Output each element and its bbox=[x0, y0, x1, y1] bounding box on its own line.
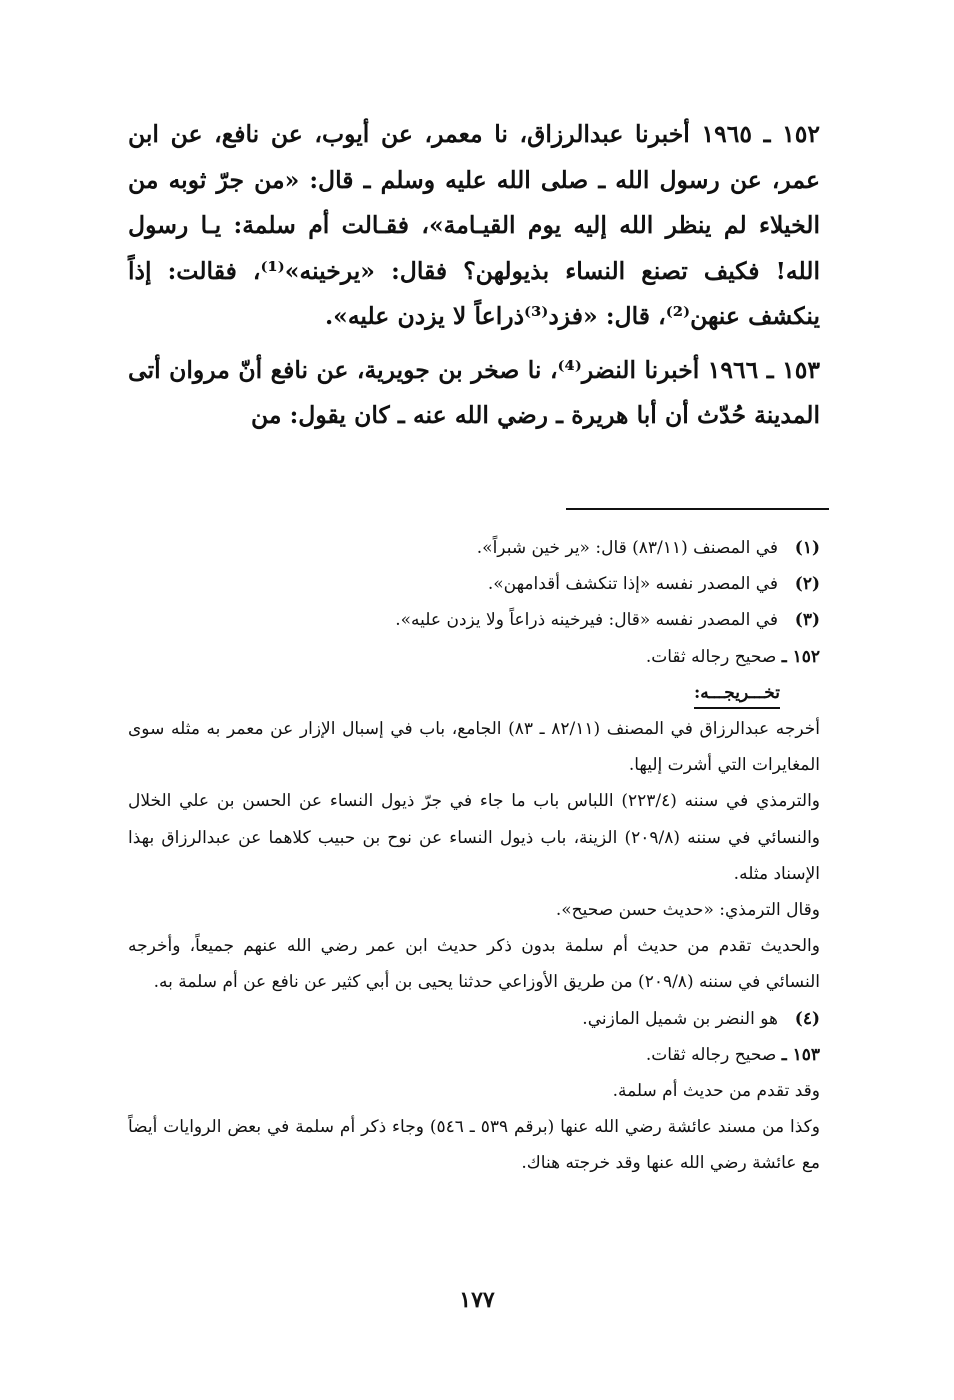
grading-153-ref: ١٥٣ ـ bbox=[781, 1044, 820, 1065]
grading-153-text: صحيح رجاله ثقات. bbox=[645, 1044, 777, 1065]
takhrij-paragraph-4: والحديث تقدم من حديث أم سلمة بدون ذكر حديث ابن عمر رضي الله عنهم جميعاً، وأخرجه النسائي في سننه (٢٠٩/٨) من طريق الأوزاعي حدثنا يحيى بن أبي كثير عن نافع عن أم سلمة به. bbox=[128, 936, 820, 993]
hadith-152: ١٥٢ ـ ١٩٦٥ أخبرنا عبدالرزاق، نا معمر، عن أيوب، عن نافع، عن ابن عمر، عن رسول الله ـ صلى الله عليه وسلم ـ قال: «من جرّ ثوبه من الخيلاء لم ينظر الله إليه يوم القيـامة»، فقـالت أم سلمة: يـا رسول الله! فكيف تصنع النساء بذيولهن؟ فقال: «يرخينه»⁽¹⁾، فقالت: إذاً ينكشف عنهن⁽²⁾، قال: «فزد⁽³⁾ذراعاً لا يزدن عليه». bbox=[128, 120, 821, 330]
footnote-4-marker: (٤) bbox=[794, 1008, 820, 1029]
footnote-separator bbox=[566, 508, 829, 510]
grading-152-text: صحيح رجاله ثقات. bbox=[645, 646, 777, 667]
page-number: ١٧٧ bbox=[459, 1287, 495, 1313]
takhrij-paragraph-1: أخرجه عبدالرزاق في المصنف (٨٢/١١ ـ ٨٣) الجامع، باب في إسبال الإزار عن معمر به مثله سوى المغايرات التي أشرت إليها. bbox=[128, 719, 820, 776]
footnote-1 bbox=[128, 530, 820, 566]
footnote-2 bbox=[128, 566, 820, 602]
hadith-153: ١٥٣ ـ ١٩٦٦ أخبرنا النضر⁽⁴⁾، نا صخر بن جويرية، عن نافع أنّ مروان أتى المدينة حُدّث أن أبا هريرة ـ رضي الله عنه ـ كان يقول: من bbox=[128, 355, 820, 429]
footnote-2-text: في المصدر نفسه «إذا تنكشف أقدامهن». bbox=[487, 574, 778, 595]
note-153-line-2: وكذا من مسند عائشة رضي الله عنها (برقم ٥٣٩ ـ ٥٤٦) وجاء ذكر أم سلمة في بعض الروايات أيضاً مع عائشة رضي الله عنها وقد خرجته هناك. bbox=[128, 1117, 820, 1174]
grading-153 bbox=[128, 1037, 820, 1073]
footnotes bbox=[128, 530, 820, 1182]
footnote-2-marker: (٢) bbox=[794, 574, 820, 595]
grading-152-ref: ١٥٢ ـ bbox=[781, 646, 820, 667]
hadith-text bbox=[128, 112, 820, 439]
footnote-1-marker: (١) bbox=[794, 538, 820, 558]
takhrij-heading-row bbox=[128, 675, 820, 711]
takhrij-heading: تخـــريجـــه: bbox=[694, 681, 780, 709]
takhrij-paragraph-2: والترمذي في سننه (٢٢٣/٤) اللباس باب ما جاء في جرّ ذيول النساء عن الحسن بن علي الخلال والنسائي في سننه (٢٠٩/٨) الزينة، باب ذيول النساء عن نوح بن حبيب كلاهما عن عبدالرزاق بهذا الإسناد مثله. bbox=[128, 791, 821, 884]
note-153-line-1: وقد تقدم من حديث أم سلمة. bbox=[612, 1081, 820, 1102]
takhrij-paragraph-3: وقال الترمذي: «حديث حسن صحيح». bbox=[555, 900, 820, 921]
footnote-4 bbox=[128, 1001, 820, 1037]
footnote-3 bbox=[128, 602, 820, 638]
footnote-3-text: في المصدر نفسه «قال: فيرخينه ذراعاً ولا يزدن عليه». bbox=[395, 610, 778, 631]
grading-152 bbox=[128, 639, 820, 675]
footnote-1-text: في المصنف (٨٣/١١) قال: «ير خين شبراً». bbox=[476, 538, 778, 558]
footnote-4-text: هو النضر بن شميل المازني. bbox=[582, 1008, 778, 1029]
footnote-3-marker: (٣) bbox=[794, 610, 820, 631]
